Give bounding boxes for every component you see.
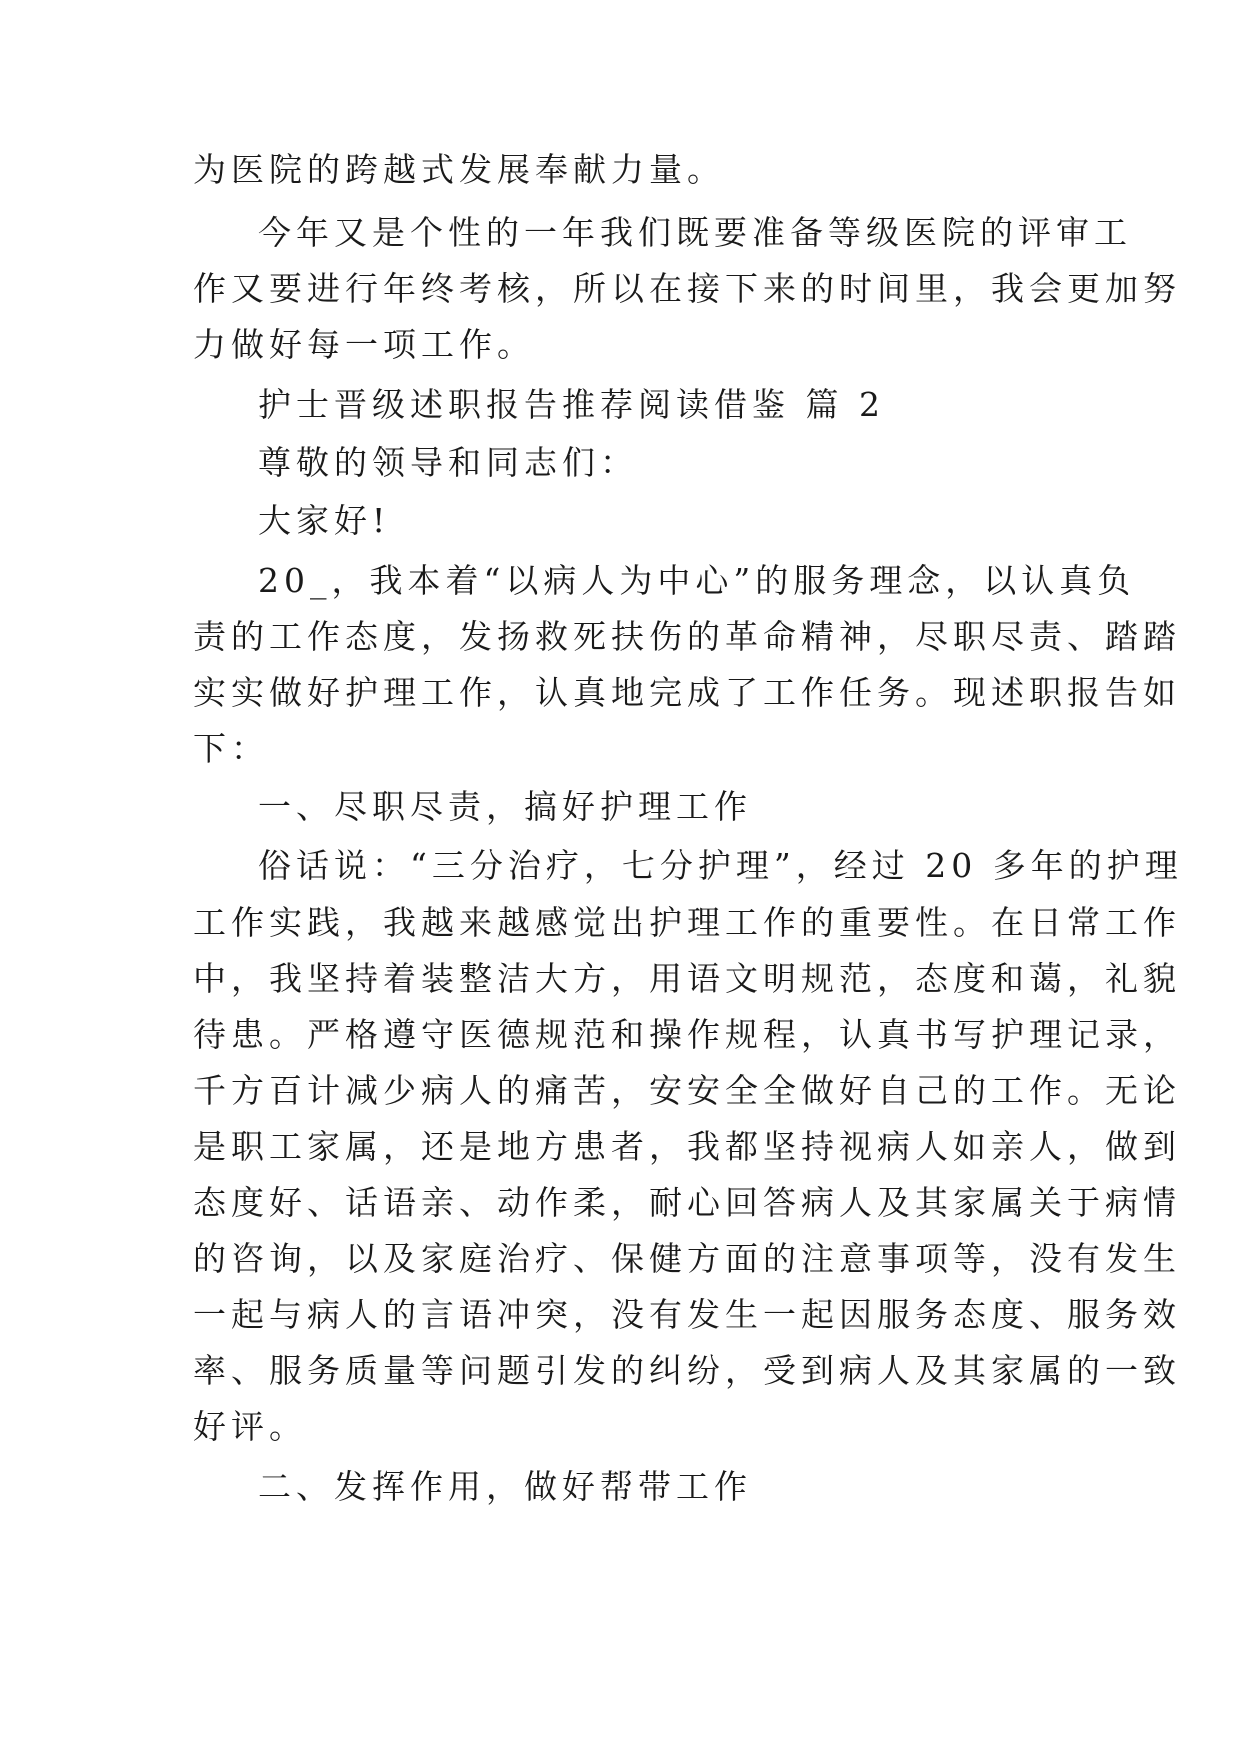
paragraph-line: 作又要进行年终考核，所以在接下来的时间里，我会更加努 bbox=[193, 269, 1181, 308]
paragraph-line: 好评。 bbox=[193, 1407, 307, 1446]
heading-1: 一、尽职尽责，搞好护理工作 bbox=[258, 787, 752, 826]
paragraph-line: 责的工作态度，发扬救死扶伤的革命精神，尽职尽责、踏踏 bbox=[193, 617, 1181, 656]
paragraph-line: 一起与病人的言语冲突，没有发生一起因服务态度、服务效 bbox=[193, 1295, 1181, 1334]
paragraph-line: 待患。严格遵守医德规范和操作规程，认真书写护理记录， bbox=[193, 1015, 1181, 1054]
paragraph-line: 20_，我本着“以病人为中心”的服务理念，以认真负 bbox=[258, 561, 1136, 600]
greeting: 大家好! bbox=[258, 501, 391, 540]
paragraph-line: 率、服务质量等问题引发的纠纷，受到病人及其家属的一致 bbox=[193, 1351, 1181, 1390]
paragraph-line: 中，我坚持着装整洁大方，用语文明规范，态度和蔼，礼貌 bbox=[193, 959, 1181, 998]
paragraph-line: 千方百计减少病人的痛苦，安安全全做好自己的工作。无论 bbox=[193, 1071, 1181, 1110]
paragraph-line: 今年又是个性的一年我们既要准备等级医院的评审工 bbox=[258, 213, 1132, 252]
paragraph-line: 下： bbox=[193, 729, 269, 768]
paragraph-line: 态度好、话语亲、动作柔，耐心回答病人及其家属关于病情 bbox=[193, 1183, 1181, 1222]
paragraph-line: 为医院的跨越式发展奉献力量。 bbox=[193, 150, 725, 189]
paragraph-line: 实实做好护理工作，认真地完成了工作任务。现述职报告如 bbox=[193, 673, 1181, 712]
salutation: 尊敬的领导和同志们： bbox=[258, 443, 638, 482]
heading-2: 二、发挥作用，做好帮带工作 bbox=[258, 1467, 752, 1506]
paragraph-line: 俗话说：“三分治疗，七分护理”，经过 20 多年的护理 bbox=[258, 846, 1183, 885]
paragraph-line: 是职工家属，还是地方患者，我都坚持视病人如亲人，做到 bbox=[193, 1127, 1181, 1166]
section-title: 护士晋级述职报告推荐阅读借鉴 篇 2 bbox=[258, 385, 885, 424]
paragraph-line: 工作实践，我越来越感觉出护理工作的重要性。在日常工作 bbox=[193, 903, 1181, 942]
paragraph-line: 的咨询，以及家庭治疗、保健方面的注意事项等，没有发生 bbox=[193, 1239, 1181, 1278]
paragraph-line: 力做好每一项工作。 bbox=[193, 325, 535, 364]
